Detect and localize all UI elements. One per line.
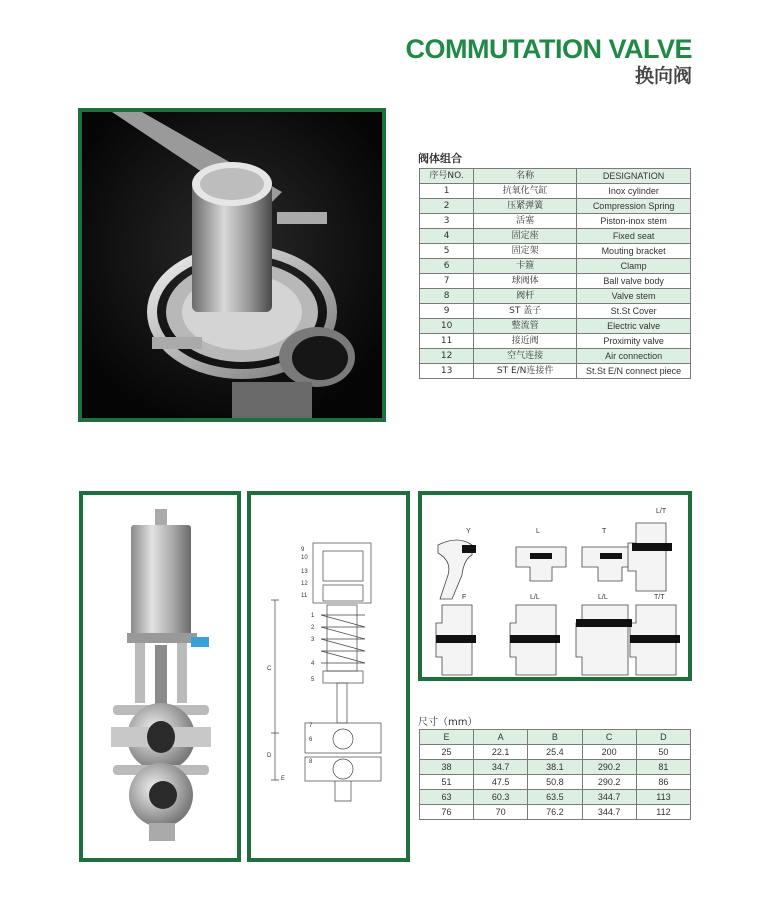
cell-b: 50.8 bbox=[528, 775, 582, 790]
cell-b: 63.5 bbox=[528, 790, 582, 805]
table-row bbox=[420, 745, 691, 760]
dim-label-e: E bbox=[281, 776, 286, 782]
cell-b: 38.1 bbox=[528, 760, 582, 775]
cell-no: 9 bbox=[420, 304, 474, 319]
drawing-callouts bbox=[267, 547, 315, 782]
cell-b: 25.4 bbox=[528, 745, 582, 760]
header-name: 名称 bbox=[474, 169, 577, 184]
cell-designation: Air connection bbox=[577, 349, 691, 364]
table-header-row bbox=[420, 730, 691, 745]
table-row bbox=[420, 790, 691, 805]
table-row bbox=[420, 775, 691, 790]
callout-8: 8 bbox=[309, 759, 313, 765]
cell-name: ST 盖子 bbox=[474, 304, 577, 319]
cell-name: ST E/N连接件 bbox=[474, 364, 577, 379]
cell-name: 卡箍 bbox=[474, 259, 577, 274]
cell-designation: Valve stem bbox=[577, 289, 691, 304]
cell-d: 50 bbox=[636, 745, 690, 760]
table-row bbox=[420, 184, 691, 199]
page-title-block bbox=[406, 34, 692, 88]
cell-designation: Ball valve body bbox=[577, 274, 691, 289]
callout-10: 10 bbox=[301, 555, 308, 561]
cell-designation: Inox cylinder bbox=[577, 184, 691, 199]
table-row bbox=[420, 199, 691, 214]
title-english: COMMUTATION VALVE bbox=[405, 34, 692, 64]
dim-label-d: D bbox=[267, 753, 272, 759]
cell-designation: Proximity valve bbox=[577, 334, 691, 349]
cell-designation: Mouting bracket bbox=[577, 244, 691, 259]
cell-no: 12 bbox=[420, 349, 474, 364]
cell-a: 47.5 bbox=[474, 775, 528, 790]
variant-label-ll-2: L/L bbox=[598, 594, 608, 601]
valve-variants-diagram bbox=[418, 491, 692, 681]
cell-a: 60.3 bbox=[474, 790, 528, 805]
variant-label-t: T bbox=[602, 528, 607, 535]
variant-label-f: F bbox=[462, 594, 467, 601]
cell-a: 34.7 bbox=[474, 760, 528, 775]
dims-section-title: 尺寸（mm） bbox=[418, 717, 478, 728]
callout-9: 9 bbox=[301, 547, 305, 553]
parts-table bbox=[419, 168, 691, 379]
header-e: E bbox=[420, 730, 474, 745]
header-no: 序号NO. bbox=[420, 169, 474, 184]
cell-c: 290.2 bbox=[582, 760, 636, 775]
cell-designation: St.St E/N connect piece bbox=[577, 364, 691, 379]
cell-name: 球阀体 bbox=[474, 274, 577, 289]
callout-12: 12 bbox=[301, 581, 308, 587]
cell-no: 13 bbox=[420, 364, 474, 379]
cell-a: 22.1 bbox=[474, 745, 528, 760]
callout-11: 11 bbox=[301, 593, 308, 599]
dimensions-table bbox=[419, 729, 691, 820]
cell-name: 固定架 bbox=[474, 244, 577, 259]
cell-no: 4 bbox=[420, 229, 474, 244]
cell-e: 25 bbox=[420, 745, 474, 760]
cell-e: 38 bbox=[420, 760, 474, 775]
callout-4: 4 bbox=[311, 661, 315, 667]
title-chinese: 换向阀 bbox=[634, 65, 692, 87]
cell-e: 51 bbox=[420, 775, 474, 790]
cell-no: 2 bbox=[420, 199, 474, 214]
cell-c: 200 bbox=[582, 745, 636, 760]
table-row bbox=[420, 760, 691, 775]
table-row bbox=[420, 349, 691, 364]
cell-d: 112 bbox=[636, 805, 690, 820]
cell-no: 3 bbox=[420, 214, 474, 229]
variant-label-l: L bbox=[536, 528, 540, 535]
cell-name: 压紧弹簧 bbox=[474, 199, 577, 214]
cell-c: 290.2 bbox=[582, 775, 636, 790]
table-row bbox=[420, 244, 691, 259]
cell-name: 整流管 bbox=[474, 319, 577, 334]
header-designation: DESIGNATION bbox=[577, 169, 691, 184]
cell-name: 固定座 bbox=[474, 229, 577, 244]
cell-d: 81 bbox=[636, 760, 690, 775]
cell-name: 接近阀 bbox=[474, 334, 577, 349]
cell-c: 344.7 bbox=[582, 805, 636, 820]
cell-no: 1 bbox=[420, 184, 474, 199]
table-row bbox=[420, 304, 691, 319]
header-a: A bbox=[474, 730, 528, 745]
valve-full-photo bbox=[79, 491, 241, 862]
cell-designation: Piston-inox stem bbox=[577, 214, 691, 229]
cell-a: 70 bbox=[474, 805, 528, 820]
cell-name: 活塞 bbox=[474, 214, 577, 229]
cell-d: 86 bbox=[636, 775, 690, 790]
cell-no: 11 bbox=[420, 334, 474, 349]
callout-5: 5 bbox=[311, 677, 315, 683]
callout-2: 2 bbox=[311, 625, 315, 631]
cell-no: 5 bbox=[420, 244, 474, 259]
technical-drawing bbox=[247, 491, 410, 862]
cell-name: 阀杆 bbox=[474, 289, 577, 304]
table-row bbox=[420, 274, 691, 289]
table-row bbox=[420, 289, 691, 304]
cell-no: 10 bbox=[420, 319, 474, 334]
cell-b: 76.2 bbox=[528, 805, 582, 820]
cell-name: 空气连接 bbox=[474, 349, 577, 364]
table-row bbox=[420, 319, 691, 334]
header-b: B bbox=[528, 730, 582, 745]
table-row bbox=[420, 259, 691, 274]
callout-6: 6 bbox=[309, 737, 313, 743]
table-row bbox=[420, 214, 691, 229]
table-row bbox=[420, 805, 691, 820]
cell-designation: Fixed seat bbox=[577, 229, 691, 244]
valve-closeup-photo bbox=[78, 108, 386, 422]
cell-d: 113 bbox=[636, 790, 690, 805]
table-header-row bbox=[420, 169, 691, 184]
cell-designation: St.St Cover bbox=[577, 304, 691, 319]
cell-c: 344.7 bbox=[582, 790, 636, 805]
table-row bbox=[420, 229, 691, 244]
cell-e: 63 bbox=[420, 790, 474, 805]
header-d: D bbox=[636, 730, 690, 745]
cell-no: 6 bbox=[420, 259, 474, 274]
cell-no: 8 bbox=[420, 289, 474, 304]
cell-e: 76 bbox=[420, 805, 474, 820]
variant-label-ll-1: L/L bbox=[530, 594, 540, 601]
cell-no: 7 bbox=[420, 274, 474, 289]
callout-13: 13 bbox=[301, 569, 308, 575]
variant-label-y: Y bbox=[466, 528, 471, 535]
callout-3: 3 bbox=[311, 637, 315, 643]
variant-label-lt: L/T bbox=[656, 508, 667, 515]
table-row bbox=[420, 334, 691, 349]
header-c: C bbox=[582, 730, 636, 745]
cell-designation: Compression Spring bbox=[577, 199, 691, 214]
callout-7: 7 bbox=[309, 723, 313, 729]
dim-label-c: C bbox=[267, 666, 272, 672]
cell-designation: Electric valve bbox=[577, 319, 691, 334]
table-row bbox=[420, 364, 691, 379]
variant-label-tt: T/T bbox=[654, 594, 665, 601]
cell-designation: Clamp bbox=[577, 259, 691, 274]
parts-section-title: 阀体组合 bbox=[418, 152, 462, 165]
cell-name: 抗氧化气缸 bbox=[474, 184, 577, 199]
callout-1: 1 bbox=[311, 613, 315, 619]
